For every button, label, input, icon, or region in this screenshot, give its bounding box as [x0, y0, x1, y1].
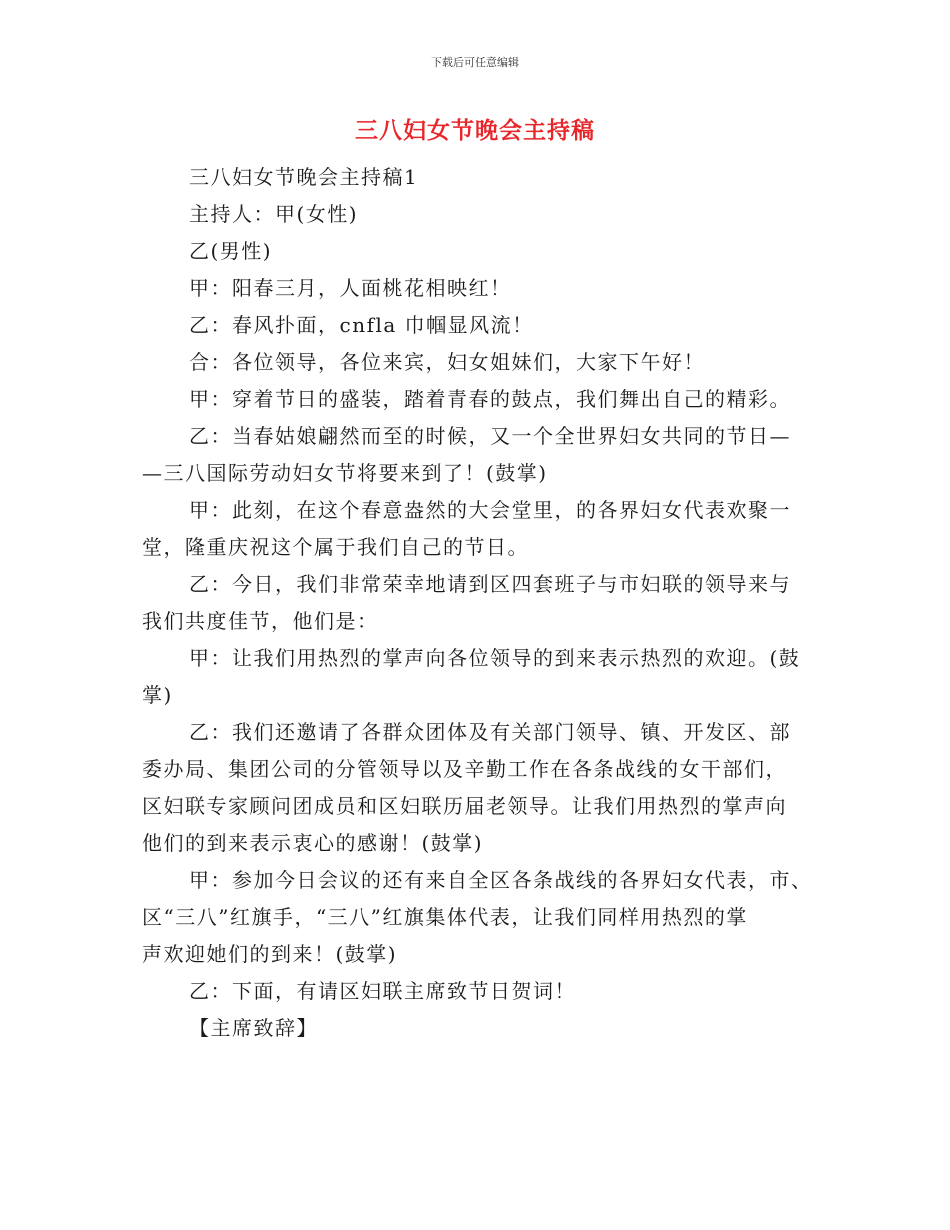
text-line: 甲：参加今日会议的还有来自全区各条战线的各界妇女代表，市、	[189, 868, 813, 892]
text-line: 乙：今日，我们非常荣幸地请到区四套班子与市妇联的领导来与	[189, 572, 791, 596]
document-title: 三八妇女节晚会主持稿	[355, 117, 595, 144]
paragraph	[142, 862, 813, 973]
text-line: 我们共度佳节，他们是：	[142, 609, 379, 633]
paragraph	[142, 233, 807, 270]
paragraph	[142, 159, 807, 196]
text-line: 甲：穿着节日的盛装，踏着青春的鼓点，我们舞出自己的精彩。	[189, 387, 791, 411]
paragraph	[142, 344, 807, 381]
text-line: 甲：此刻，在这个春意盎然的大会堂里，的各界妇女代表欢聚一	[189, 498, 791, 522]
text-line: 乙：春风扑面，cnfla 巾帼显风流！	[189, 313, 534, 337]
text-line: 区妇联专家顾问团成员和区妇联历届老领导。让我们用热烈的掌声向	[142, 794, 787, 818]
paragraph	[142, 418, 807, 492]
text-line: 主持人：甲(女性)	[189, 202, 359, 226]
text-line: 乙：当春姑娘翩然而至的时候，又一个全世界妇女共同的节日—	[189, 424, 791, 448]
document-body	[142, 159, 813, 1047]
page-header: 下载后可任意编辑	[431, 56, 519, 69]
text-line: 三八妇女节晚会主持稿1	[189, 165, 419, 189]
paragraph	[142, 270, 807, 307]
paragraph	[142, 714, 807, 862]
text-line: 掌)	[142, 683, 173, 707]
paragraph	[142, 640, 807, 714]
paragraph	[142, 973, 807, 1010]
text-line: 甲：阳春三月，人面桃花相映红！	[189, 276, 512, 300]
paragraph	[142, 1010, 807, 1047]
text-line: 堂，隆重庆祝这个属于我们自己的节日。	[142, 535, 529, 559]
text-line: 他们的到来表示衷心的感谢！(鼓掌)	[142, 831, 484, 855]
text-line: 合：各位领导，各位来宾，妇女姐妹们，大家下午好！	[189, 350, 705, 374]
paragraph	[142, 307, 807, 344]
text-line: 区“三八”红旗手，“三八”红旗集体代表，让我们同样用热烈的掌	[142, 905, 748, 929]
paragraph	[142, 381, 807, 418]
text-line: —三八国际劳动妇女节将要来到了！(鼓掌)	[142, 461, 548, 485]
text-line: 甲：让我们用热烈的掌声向各位领导的到来表示热烈的欢迎。(鼓	[189, 646, 801, 670]
text-line: 委办局、集团公司的分管领导以及辛勤工作在各条战线的女干部们，	[142, 757, 787, 781]
paragraph	[142, 196, 807, 233]
paragraph	[142, 566, 807, 640]
text-line: 声欢迎她们的到来！(鼓掌)	[142, 942, 398, 966]
text-line: 乙(男性)	[189, 239, 273, 263]
text-line: 乙：我们还邀请了各群众团体及有关部门领导、镇、开发区、部	[189, 720, 791, 744]
text-line: 乙：下面，有请区妇联主席致节日贺词！	[189, 979, 576, 1003]
paragraph	[142, 492, 807, 566]
text-line: 【主席致辞】	[189, 1016, 318, 1040]
